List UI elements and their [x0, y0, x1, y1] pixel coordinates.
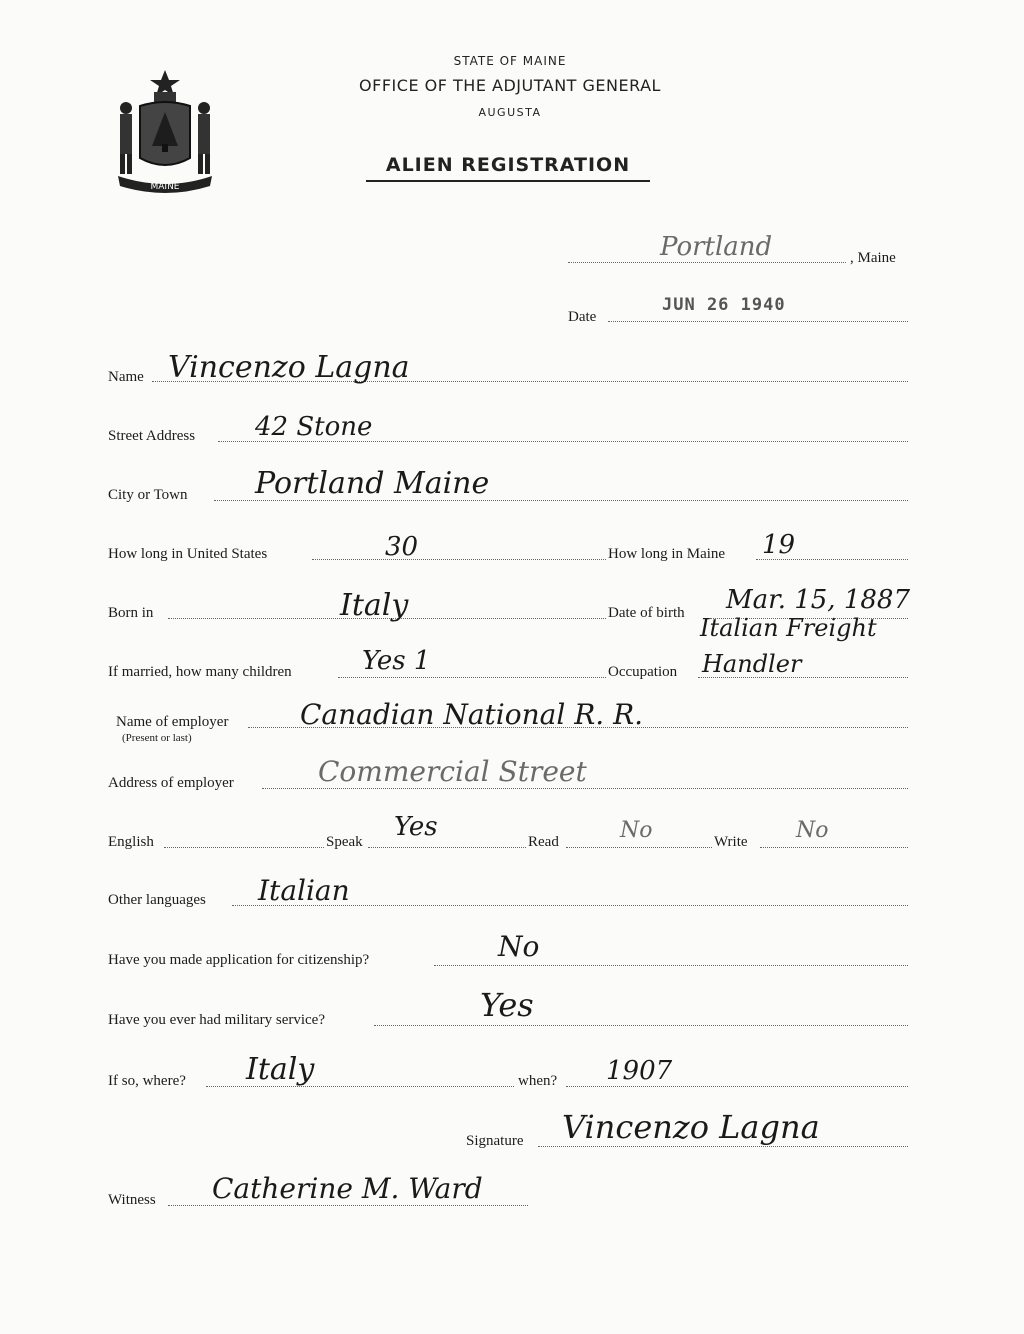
years-us-label: How long in United States: [108, 546, 268, 562]
write-label: Write: [714, 834, 748, 850]
years-maine-label: How long in Maine: [608, 546, 726, 562]
when-label: when?: [518, 1073, 558, 1089]
occupation-value-line1: Italian Freight: [700, 614, 877, 642]
years-maine-value: 19: [762, 530, 796, 560]
military-label: Have you ever had military service?: [108, 1012, 325, 1028]
military-value: Yes: [480, 986, 534, 1024]
speak-label: Speak: [326, 834, 363, 850]
other-languages-value: Italian: [258, 874, 350, 907]
seal-banner-text: MAINE: [150, 182, 180, 192]
dob-label: Date of birth: [608, 605, 685, 621]
occupation-label: Occupation: [608, 664, 678, 680]
maine-state-seal: [110, 68, 220, 196]
born-in-label: Born in: [108, 605, 154, 621]
other-languages-label: Other languages: [108, 892, 206, 908]
employer-sublabel: (Present or last): [122, 732, 192, 744]
place-value: Portland: [660, 232, 773, 262]
children-value: Yes 1: [362, 646, 431, 676]
name-label: Name: [108, 369, 144, 385]
witness-value: Catherine M. Ward: [212, 1172, 483, 1205]
header-office: OFFICE OF THE ADJUTANT GENERAL: [359, 76, 661, 95]
place-suffix: , Maine: [850, 250, 896, 266]
read-label: Read: [528, 834, 559, 850]
date-stamp: JUN 26 1940: [662, 295, 786, 315]
write-value: No: [796, 818, 829, 843]
years-us-value: 30: [385, 532, 419, 562]
read-value: No: [620, 818, 653, 843]
dob-value: Mar. 15, 1887: [726, 585, 911, 615]
citizenship-value: No: [498, 930, 540, 963]
where-value: Italy: [246, 1052, 315, 1087]
where-label: If so, where?: [108, 1073, 186, 1089]
city-value: Portland Maine: [255, 466, 490, 501]
signature-label: Signature: [466, 1133, 524, 1149]
signature-value: Vincenzo Lagna: [562, 1108, 820, 1146]
employer-label: Name of employer: [116, 714, 229, 730]
born-in-value: Italy: [340, 588, 409, 623]
street-label: Street Address: [108, 428, 196, 444]
header-city: AUGUSTA: [478, 106, 542, 119]
witness-label: Witness: [108, 1192, 156, 1208]
date-label: Date: [568, 309, 597, 325]
occupation-value-line2: Handler: [702, 650, 802, 678]
children-label: If married, how many children: [108, 664, 292, 680]
city-label: City or Town: [108, 487, 188, 503]
employer-address-value: Commercial Street: [318, 755, 587, 788]
english-label: English: [108, 834, 154, 850]
citizenship-label: Have you made application for citizenship?: [108, 952, 370, 968]
header-state: STATE OF MAINE: [453, 54, 567, 68]
employer-value: Canadian National R. R.: [300, 698, 644, 731]
employer-address-label: Address of employer: [108, 775, 234, 791]
street-value: 42 Stone: [255, 412, 373, 442]
when-value: 1907: [606, 1056, 673, 1086]
form-title: ALIEN REGISTRATION: [366, 154, 650, 182]
speak-value: Yes: [394, 812, 438, 842]
name-value: Vincenzo Lagna: [168, 350, 410, 385]
